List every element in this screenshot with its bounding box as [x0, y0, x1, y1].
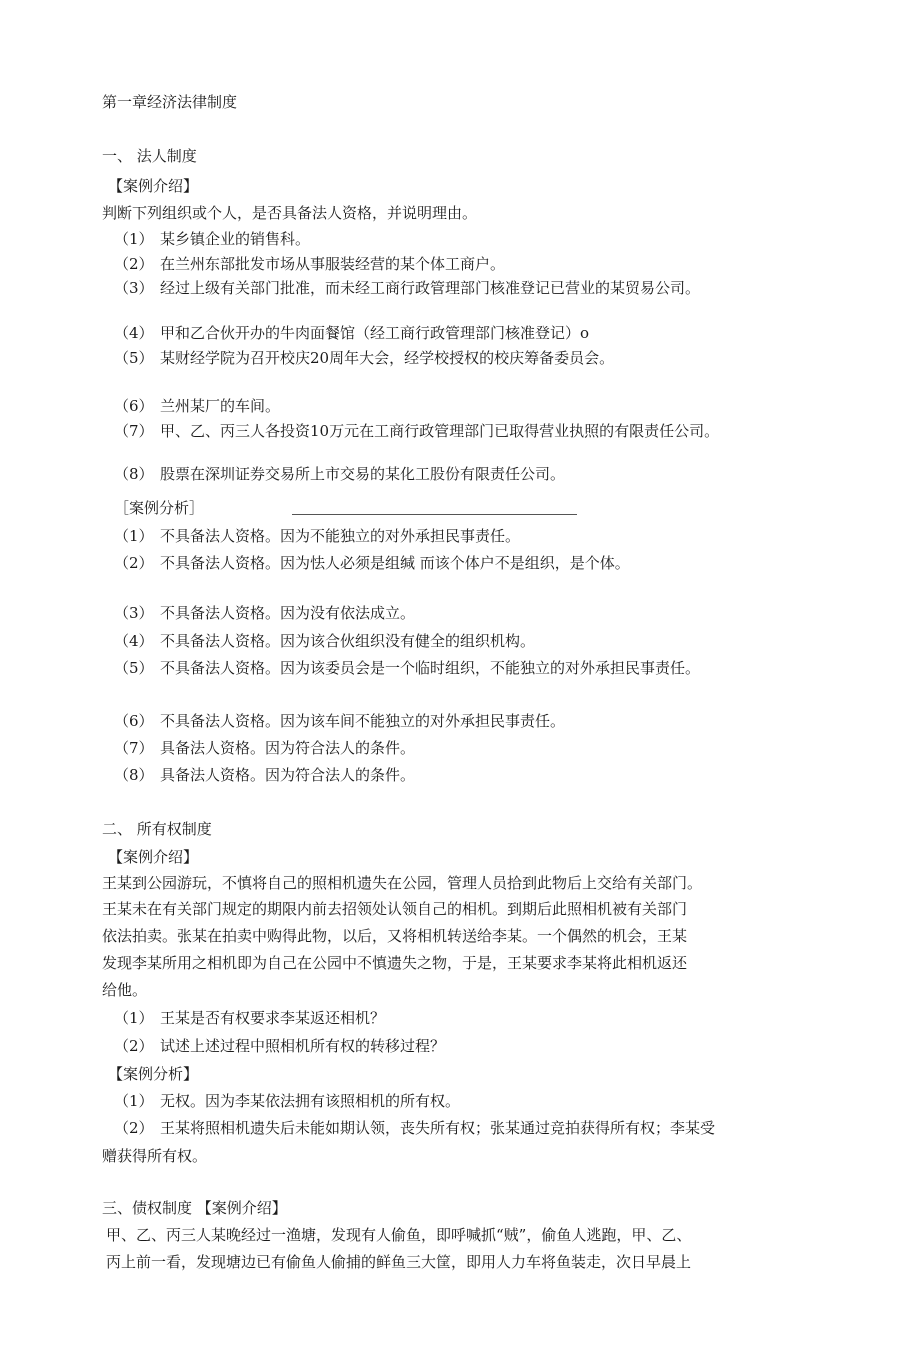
item-text: 甲和乙合伙开办的牛肉面餐馆（经工商行政管理部门核准登记）o — [160, 324, 590, 342]
list-item — [114, 254, 505, 274]
answer-item — [114, 553, 630, 573]
paragraph-line: 甲、乙、丙三人某晚经过一渔塘，发现有人偷鱼，即呼喊抓“贼”，偷鱼人逃跑，甲、乙、 — [106, 1226, 692, 1244]
paragraph-line: 给他。 — [102, 981, 148, 999]
answer-number: （3） — [114, 604, 154, 622]
item-text: 甲、乙、丙三人各投资10万元在工商行政管理部门已取得营业执照的有限责任公司。 — [160, 422, 720, 440]
item-number: （7） — [114, 422, 154, 440]
answer-item — [114, 738, 415, 758]
case-intro-label: 【案例介绍】 — [108, 177, 199, 195]
list-item — [114, 348, 614, 368]
item-text: 在兰州东部批发市场从事服装经营的某个体工商户。 — [160, 255, 506, 273]
answer-text: 具备法人资格。因为符合法人的条件。 — [160, 739, 416, 757]
answer-number: （4） — [114, 632, 154, 650]
paragraph-line: 王某未在有关部门规定的期限内前去招领处认领自己的相机。到期后此照相机被有关部门 — [102, 900, 688, 918]
item-text: 某财经学院为召开校庆20周年大会，经学校授权的校庆筹备委员会。 — [160, 349, 615, 367]
section-heading: 一、 法人制度 — [102, 147, 197, 165]
answer-text: 具备法人资格。因为符合法人的条件。 — [160, 766, 416, 784]
answer-text: 不具备法人资格。因为没有依法成立。 — [160, 604, 416, 622]
answer-text: 不具备法人资格。因为该车间不能独立的对外承担民事责任。 — [160, 712, 566, 730]
item-number: （4） — [114, 324, 154, 342]
item-number: （6） — [114, 397, 154, 415]
answer-text: 不具备法人资格。因为怯人必须是组缄 而该个体户不是组织，是个体。 — [160, 554, 630, 572]
case-intro-label: 【案例介绍】 — [108, 848, 199, 866]
answer-item — [114, 1118, 715, 1138]
item-number: （3） — [114, 279, 154, 297]
question-item — [114, 1008, 385, 1028]
list-item — [114, 278, 700, 298]
section-heading: 三、债权制度 【案例介绍】 — [102, 1199, 287, 1217]
item-number: （2） — [114, 255, 154, 273]
section-heading: 二、 所有权制度 — [102, 820, 212, 838]
answer-item — [114, 1091, 460, 1111]
answer-number: （1） — [114, 527, 154, 545]
answer-continuation: 赠获得所有权。 — [102, 1147, 208, 1165]
item-text: 兰州某厂的车间。 — [160, 397, 281, 415]
list-item — [114, 464, 565, 484]
list-item — [114, 396, 280, 416]
list-item — [114, 323, 589, 343]
paragraph-line: 王某到公园游玩，不慎将自己的照相机遗失在公园，管理人员拾到此物后上交给有关部门。 — [102, 874, 703, 892]
case-analysis-label: ［案例分析］ — [114, 499, 205, 517]
answer-text: 不具备法人资格。因为不能独立的对外承担民事责任。 — [160, 527, 521, 545]
answer-number: （2） — [114, 1119, 154, 1137]
item-number: （5） — [114, 349, 154, 367]
question-number: （2） — [114, 1037, 154, 1055]
item-number: （8） — [114, 465, 154, 483]
answer-number: （8） — [114, 766, 154, 784]
case-analysis-label: 【案例分析】 — [108, 1065, 199, 1083]
item-text: 股票在深圳证券交易所上市交易的某化工股份有限责任公司。 — [160, 465, 566, 483]
paragraph-line: 发现李某所用之相机即为自己在公园中不慎遗失之物，于是，王某要求李某将此相机返还 — [102, 954, 688, 972]
answer-number: （1） — [114, 1092, 154, 1110]
paragraph-line: 依法拍卖。张某在拍卖中购得此物，以后，又将相机转送给李某。一个偶然的机会，王某 — [102, 927, 688, 945]
answer-item — [114, 658, 700, 678]
question-text: 试述上述过程中照相机所有权的转移过程？ — [160, 1037, 446, 1055]
answer-item — [114, 631, 535, 651]
answer-text: 不具备法人资格。因为该合伙组织没有健全的组织机构。 — [160, 632, 536, 650]
answer-item — [114, 765, 415, 785]
answer-text: 无权。因为李某依法拥有该照相机的所有权。 — [160, 1092, 461, 1110]
item-text: 某乡镇企业的销售科。 — [160, 230, 311, 248]
answer-number: （5） — [114, 659, 154, 677]
answer-number: （2） — [114, 554, 154, 572]
chapter-title: 第一章经济法律制度 — [102, 93, 238, 111]
list-item — [114, 421, 719, 441]
question-text: 王某是否有权要求李某返还相机？ — [160, 1009, 386, 1027]
item-text: 经过上级有关部门批准，而未经工商行政管理部门核准登记已营业的某贸易公司。 — [160, 279, 701, 297]
answer-number: （7） — [114, 739, 154, 757]
answer-item — [114, 603, 415, 623]
answer-item — [114, 711, 565, 731]
paragraph-line: 丙上前一看，发现塘边已有偷鱼人偷捕的鲜鱼三大筐，即用人力车将鱼装走，次日早晨上 — [106, 1253, 692, 1271]
item-number: （1） — [114, 230, 154, 248]
answer-number: （6） — [114, 712, 154, 730]
blank-underline — [292, 514, 577, 515]
question-item — [114, 1036, 445, 1056]
question-number: （1） — [114, 1009, 154, 1027]
question-text: 判断下列组织或个人，是否具备法人资格，并说明理由。 — [102, 204, 478, 222]
list-item — [114, 229, 310, 249]
answer-text: 不具备法人资格。因为该委员会是一个临时组织，不能独立的对外承担民事责任。 — [160, 659, 701, 677]
answer-text: 王某将照相机遗失后未能如期认领，丧失所有权；张某通过竞拍获得所有权；李某受 — [160, 1119, 716, 1137]
answer-item — [114, 526, 520, 546]
